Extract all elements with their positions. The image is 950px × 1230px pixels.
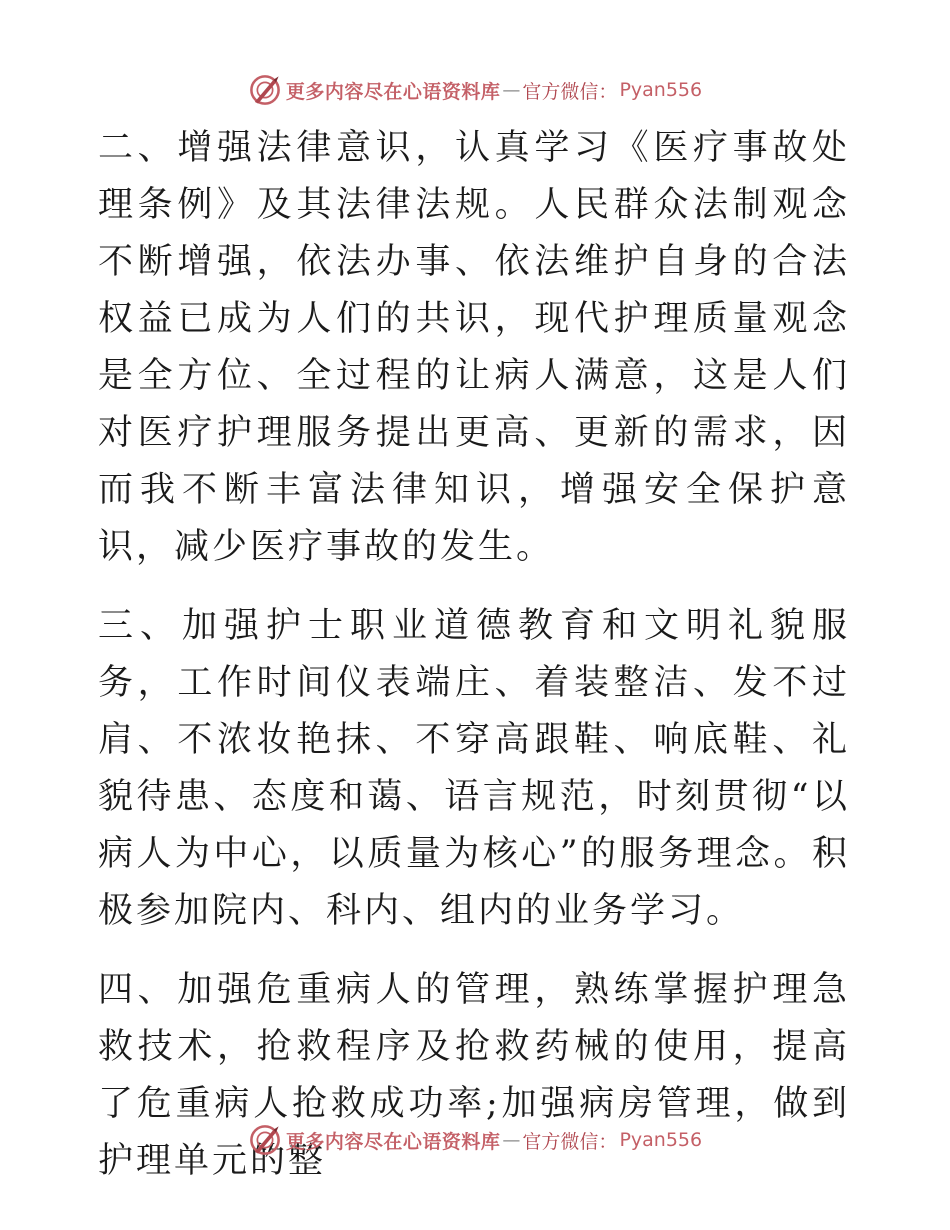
banner-wechat-label: 官方微信： [522, 1130, 618, 1153]
paragraph-3: 三、加强护士职业道德教育和文明礼貌服务，工作时间仪表端庄、着装整洁、发不过肩、不浓妆艳抹、不穿高跟鞋、响底鞋、礼貌待患、态度和蔼、语言规范，时刻贯彻“以病人为中心，以质量为核心”的服务理念。积极参加院内、科内、组内的业务学习。 [98, 606, 850, 931]
quill-logo-icon [248, 73, 282, 107]
banner-dash: — [502, 79, 521, 101]
banner-text: 更多内容尽在心语资料库 [285, 80, 501, 103]
paragraph-4: 四、加强危重病人的管理，熟练掌握护理急救技术，抢救程序及抢救药械的使用，提高了危重病人抢救成功率;加强病房管理，做到护理单元的整 [98, 970, 850, 1181]
banner-wechat-label: 官方微信： [522, 80, 618, 103]
header-banner [0, 70, 950, 110]
banner-text: 更多内容尽在心语资料库 [285, 1130, 501, 1153]
paragraph-2: 二、增强法律意识，认真学习《医疗事故处理条例》及其法律法规。人民群众法制观念不断增强，依法办事、依法维护自身的合法权益已成为人们的共识，现代护理质量观念是全方位、全过程的让病人满意，这是人们对医疗护理服务提出更高、更新的需求，因而我不断丰富法律知识，增强安全保护意识，减少医疗事故的发生。 [98, 128, 850, 567]
quill-logo-icon [248, 1123, 282, 1157]
footer-banner [0, 1120, 950, 1160]
banner-wechat-id: Pyan556 [619, 79, 703, 101]
banner-dash: — [502, 1129, 521, 1151]
banner-wechat-id: Pyan556 [619, 1129, 703, 1151]
document-body [98, 120, 850, 1212]
